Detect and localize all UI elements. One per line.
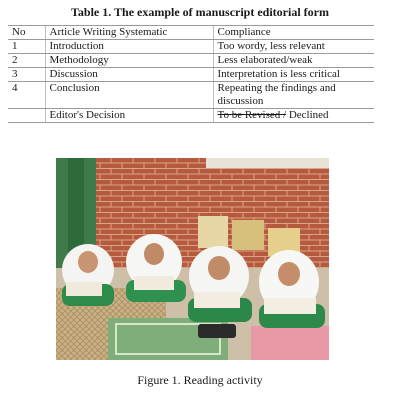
table-row — [8, 54, 374, 68]
editorial-form-table — [8, 25, 374, 123]
cell-systematic: Discussion — [45, 68, 213, 82]
table-row — [8, 40, 374, 54]
cell-systematic: Introduction — [45, 40, 213, 54]
decision-row — [8, 109, 374, 123]
cell-no-empty — [8, 109, 45, 123]
cell-compliance: Too wordy, less relevant — [213, 40, 374, 54]
header-no: No — [8, 26, 45, 40]
figure-caption: Figure 1. Reading activity — [137, 373, 263, 387]
cell-no: 4 — [8, 82, 45, 109]
cell-compliance: Repeating the findings and discussion — [213, 82, 374, 109]
reading-activity-photo — [56, 158, 329, 360]
cell-compliance: Less elaborated/weak — [213, 54, 374, 68]
decision-label: Editor's Decision — [45, 109, 213, 123]
decision-value — [213, 109, 374, 123]
cell-compliance: Interpretation is less critical — [213, 68, 374, 82]
cell-no: 2 — [8, 54, 45, 68]
table-row — [8, 68, 374, 82]
table-caption: Table 1. The example of manuscript editorial form — [71, 5, 329, 19]
table-header-row — [8, 26, 374, 40]
table-row — [8, 82, 374, 109]
header-compliance: Compliance — [213, 26, 374, 40]
cell-no: 1 — [8, 40, 45, 54]
cell-no: 3 — [8, 68, 45, 82]
cell-systematic: Methodology — [45, 54, 213, 68]
decision-chosen-option: Declined — [286, 109, 329, 121]
reading-activity-illustration — [56, 158, 329, 360]
header-systematic: Article Writing Systematic — [45, 26, 213, 40]
cell-systematic: Conclusion — [45, 82, 213, 109]
decision-struck-option: To be Revised / — [217, 109, 287, 121]
